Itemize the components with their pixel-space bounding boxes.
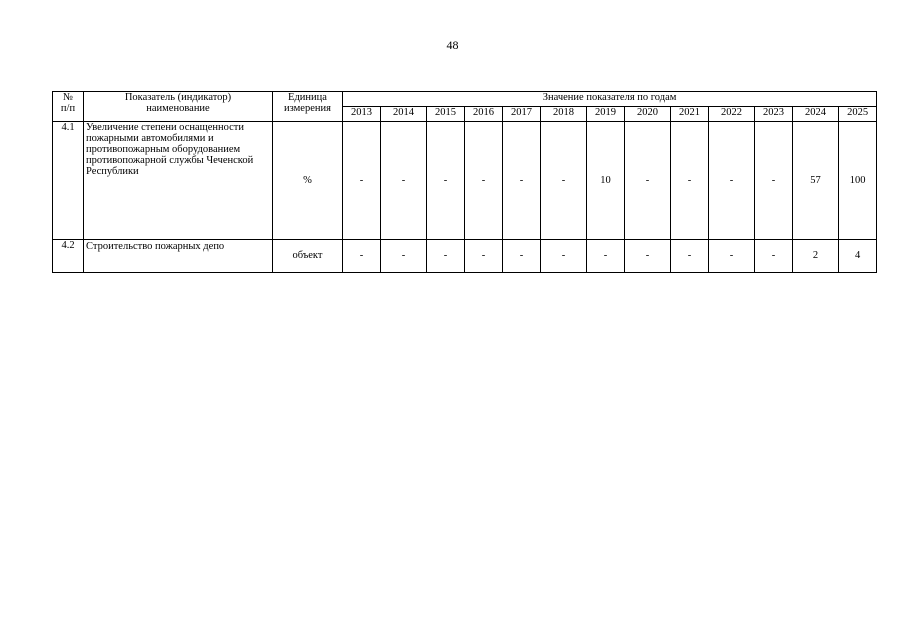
- year-value: -: [709, 122, 755, 240]
- header-indicator-line2: наименование: [146, 103, 210, 115]
- row-number: 4.1: [53, 122, 84, 240]
- header-unit-line1: Единица: [288, 92, 327, 103]
- year-value: -: [503, 240, 541, 273]
- year-value: -: [381, 240, 427, 273]
- year-value: -: [541, 240, 587, 273]
- year-value: 2: [793, 240, 839, 273]
- unit-value: объект: [273, 240, 343, 273]
- year-value: -: [343, 122, 381, 240]
- year-value: -: [755, 240, 793, 273]
- header-unit: [273, 92, 343, 122]
- year-value: -: [465, 240, 503, 273]
- year-value: -: [465, 122, 503, 240]
- header-num-line2: п/п: [60, 103, 76, 115]
- row-number: 4.2: [53, 240, 84, 273]
- year-value: -: [503, 122, 541, 240]
- header-unit-line2: измерения: [284, 103, 331, 115]
- table-row: [53, 122, 877, 240]
- year-value: -: [709, 240, 755, 273]
- year-value: 57: [793, 122, 839, 240]
- header-values-group: Значение показателя по годам: [343, 92, 877, 107]
- indicator-name: Увеличение степени оснащенности пожарными автомобилями и противопожарным оборудованием противопожарной службы Чеченской Республики: [84, 122, 273, 240]
- year-header: 2016: [465, 107, 503, 122]
- year-value: -: [343, 240, 381, 273]
- year-header: 2015: [427, 107, 465, 122]
- year-value: -: [427, 240, 465, 273]
- indicators-table: [52, 91, 877, 273]
- indicator-name: Строительство пожарных депо: [84, 240, 273, 273]
- header-indicator: [84, 92, 273, 122]
- year-value: 10: [587, 122, 625, 240]
- year-header: 2019: [587, 107, 625, 122]
- year-value: -: [625, 122, 671, 240]
- year-value: -: [671, 122, 709, 240]
- year-value: -: [671, 240, 709, 273]
- year-value: 4: [839, 240, 877, 273]
- year-value: -: [541, 122, 587, 240]
- year-header: 2021: [671, 107, 709, 122]
- year-header: 2022: [709, 107, 755, 122]
- year-header: 2014: [381, 107, 427, 122]
- year-header: 2018: [541, 107, 587, 122]
- year-header: 2025: [839, 107, 877, 122]
- year-value: 100: [839, 122, 877, 240]
- header-row: [53, 92, 877, 107]
- year-header: 2024: [793, 107, 839, 122]
- header-num-line1: №: [62, 92, 74, 103]
- year-header: 2023: [755, 107, 793, 122]
- year-value: -: [381, 122, 427, 240]
- year-header: 2013: [343, 107, 381, 122]
- page-number: 48: [446, 38, 459, 52]
- header-num: [53, 92, 84, 122]
- year-header: 2020: [625, 107, 671, 122]
- table-row: [53, 240, 877, 273]
- year-header: 2017: [503, 107, 541, 122]
- year-value: -: [587, 240, 625, 273]
- header-indicator-line1: Показатель (индикатор): [124, 92, 232, 103]
- year-value: -: [427, 122, 465, 240]
- year-value: -: [755, 122, 793, 240]
- year-value: -: [625, 240, 671, 273]
- unit-value: %: [273, 122, 343, 240]
